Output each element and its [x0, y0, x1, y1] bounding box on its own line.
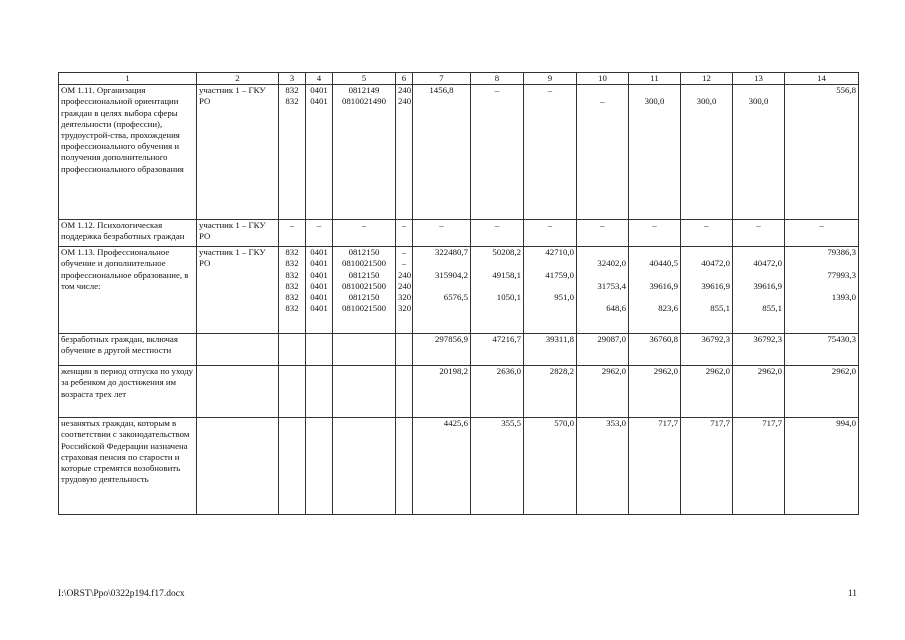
value-cell: 353,0: [577, 418, 629, 515]
col-header: 5: [333, 73, 396, 85]
value-cell: 717,7: [733, 418, 785, 515]
dash-cell: –: [471, 220, 524, 247]
col-header: 11: [629, 73, 681, 85]
code-cell: 832 832 832 832 832 832: [279, 247, 306, 334]
value-cell: 47216,7: [471, 334, 524, 366]
value-cell: 2962,0: [681, 366, 733, 418]
value-cell: 20198,2: [413, 366, 471, 418]
dash-cell: –: [733, 220, 785, 247]
dash-cell: –: [681, 220, 733, 247]
participant: участник 1 – ГКУ РО: [197, 220, 279, 247]
code-cell: 0401 0401: [306, 85, 333, 220]
measure-name: ОМ 1.13. Профессиональное обучение и дополнительное профессиональное образование, в том числе:: [59, 247, 197, 334]
value-cell: 2962,0: [785, 366, 859, 418]
value-cell: 40472,0 39616,9 855,1: [681, 247, 733, 334]
value-cell: 2636,0: [471, 366, 524, 418]
col-header: 1: [59, 73, 197, 85]
dash-cell: –: [577, 220, 629, 247]
col-header: 4: [306, 73, 333, 85]
value-cell: 2962,0: [733, 366, 785, 418]
code-cell: – – 240 240 320 320: [396, 247, 413, 334]
header-row: [59, 73, 859, 85]
value-cell: 322480,7 315904,2 6576,5: [413, 247, 471, 334]
value-cell: 42710,0 41759,0 951,0: [524, 247, 577, 334]
value-cell: 297856,9: [413, 334, 471, 366]
measure-name: ОМ 1.11. Организация профессиональной ориентации граждан в целях выбора сферы деятельности (профессии), трудоустрой-ства, прохождения профессионального обучения и получения дополнительного профессионального образования: [59, 85, 197, 220]
table-row: [59, 247, 859, 334]
col-header: 13: [733, 73, 785, 85]
subrow-name: безработных граждан, включая обучение в другой местности: [59, 334, 197, 366]
budget-table: [58, 72, 859, 515]
value-cell: 556,8: [785, 85, 859, 220]
value-cell: 300,0: [629, 85, 681, 220]
value-cell: 2962,0: [629, 366, 681, 418]
col-header: 9: [524, 73, 577, 85]
dash-cell: –: [524, 220, 577, 247]
value-cell: 36792,3: [733, 334, 785, 366]
table-row: [59, 366, 859, 418]
value-cell: 1456,8: [413, 85, 471, 220]
col-header: 14: [785, 73, 859, 85]
measure-name: ОМ 1.12. Психологическая поддержка безработных граждан: [59, 220, 197, 247]
col-header: 6: [396, 73, 413, 85]
col-header: 10: [577, 73, 629, 85]
dash-cell: –: [279, 220, 306, 247]
value-cell: 300,0: [733, 85, 785, 220]
dash-cell: –: [629, 220, 681, 247]
value-cell: 355,5: [471, 418, 524, 515]
dash-cell: –: [413, 220, 471, 247]
value-cell: 40440,5 39616,9 823,6: [629, 247, 681, 334]
value-cell: 2828,2: [524, 366, 577, 418]
col-header: 12: [681, 73, 733, 85]
value-cell: –: [577, 85, 629, 220]
value-cell: –: [524, 85, 577, 220]
table-row: [59, 85, 859, 220]
col-header: 2: [197, 73, 279, 85]
page-number: 11: [847, 589, 857, 599]
code-cell: 0812150 0810021500 0812150 0810021500 0812150 0810021500: [333, 247, 396, 334]
dash-cell: –: [333, 220, 396, 247]
col-header: 7: [413, 73, 471, 85]
value-cell: 36760,8: [629, 334, 681, 366]
value-cell: 36792,3: [681, 334, 733, 366]
code-cell: 0401 0401 0401 0401 0401 0401: [306, 247, 333, 334]
table-row: [59, 418, 859, 515]
dash-cell: –: [396, 220, 413, 247]
value-cell: 570,0: [524, 418, 577, 515]
value-cell: –: [471, 85, 524, 220]
subrow-name: незанятых граждан, которым в соответствии с законодательством Российской Федерации назначена страховая пенсия по старости и которые стремятся возобновить трудовую деятельность: [59, 418, 197, 515]
code-cell: 832 832: [279, 85, 306, 220]
subrow-name: женщин в период отпуска по уходу за ребенком до достижения им возраста трех лет: [59, 366, 197, 418]
table-row: [59, 334, 859, 366]
dash-cell: –: [785, 220, 859, 247]
participant: участник 1 – ГКУ РО: [197, 85, 279, 220]
value-cell: 300,0: [681, 85, 733, 220]
file-path: I:\ORST\Ppo\0322p194.f17.docx: [58, 589, 185, 599]
table-row: [59, 220, 859, 247]
value-cell: 79386,3 77993,3 1393,0: [785, 247, 859, 334]
dash-cell: –: [306, 220, 333, 247]
value-cell: 994,0: [785, 418, 859, 515]
value-cell: 717,7: [629, 418, 681, 515]
col-header: 3: [279, 73, 306, 85]
participant: участник 1 – ГКУ РО: [197, 247, 279, 334]
value-cell: 2962,0: [577, 366, 629, 418]
value-cell: 50208,2 49158,1 1050,1: [471, 247, 524, 334]
value-cell: 29087,0: [577, 334, 629, 366]
value-cell: 32402,0 31753,4 648,6: [577, 247, 629, 334]
code-cell: 0812149 0810021490: [333, 85, 396, 220]
value-cell: 717,7: [681, 418, 733, 515]
value-cell: 40472,0 39616,9 855,1: [733, 247, 785, 334]
value-cell: 75430,3: [785, 334, 859, 366]
value-cell: 4425,6: [413, 418, 471, 515]
value-cell: 39311,8: [524, 334, 577, 366]
code-cell: 240 240: [396, 85, 413, 220]
col-header: 8: [471, 73, 524, 85]
